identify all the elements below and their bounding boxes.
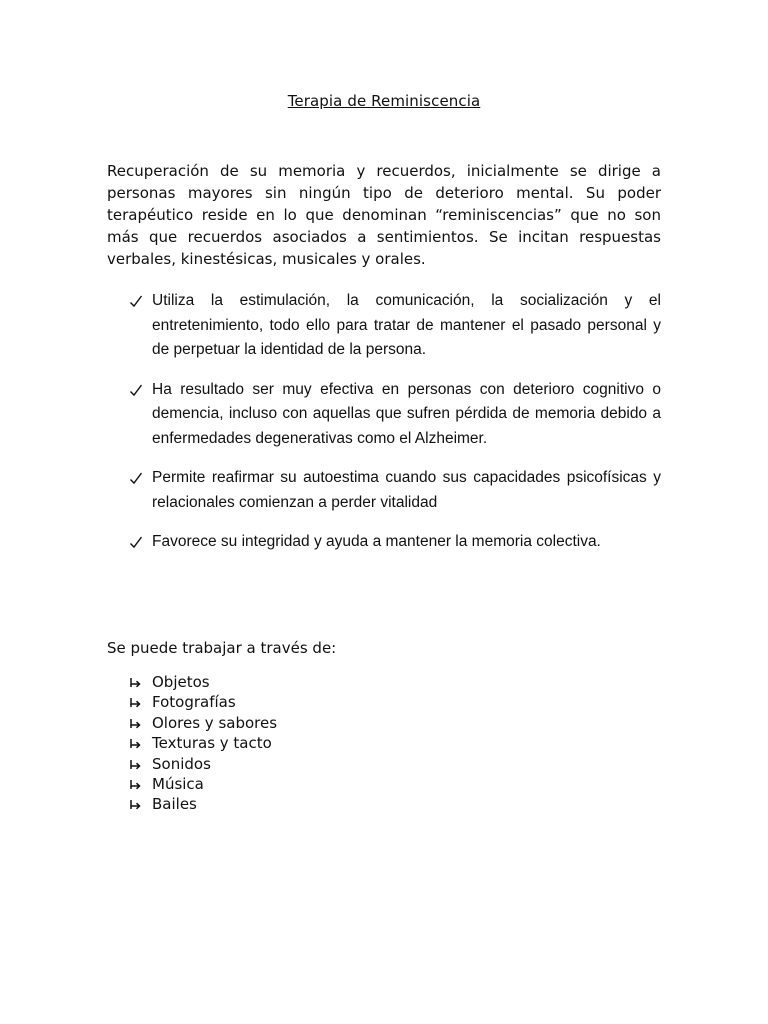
method-text: Sonidos: [152, 754, 211, 773]
check-icon: [129, 378, 143, 402]
method-text: Bailes: [152, 795, 197, 814]
benefits-list: [107, 289, 661, 570]
method-text: Objetos: [152, 673, 210, 691]
benefit-text: Permite reafirmar su autoestima cuando sus capacidades psicofísicas y relacionales comienzan a perder vitalidad: [152, 469, 661, 511]
arrow-down-right-icon: [128, 778, 142, 792]
benefit-item: [107, 289, 661, 363]
method-item: [128, 672, 277, 692]
method-item: [128, 794, 277, 814]
method-item: [128, 774, 277, 794]
check-icon: [129, 530, 143, 554]
arrow-down-right-icon: [128, 676, 142, 690]
methods-list: [128, 672, 277, 815]
arrow-down-right-icon: [128, 717, 142, 731]
arrow-down-right-icon: [128, 798, 142, 812]
method-item: [128, 754, 277, 774]
benefit-item: [107, 530, 661, 555]
arrow-down-right-icon: [128, 696, 142, 710]
method-text: Olores y sabores: [152, 713, 278, 732]
benefit-text: Ha resultado ser muy efectiva en personas con deterioro cognitivo o demencia, incluso con aquellas que sufren pérdida de memoria debido a enfermedades degenerativas como el Alzheimer.: [152, 380, 661, 447]
check-icon: [129, 466, 143, 490]
method-text: Música: [152, 775, 204, 794]
benefit-text: Favorece su integridad y ayuda a mantener la memoria colectiva.: [152, 533, 601, 550]
arrow-down-right-icon: [128, 758, 142, 772]
method-item: [128, 733, 277, 753]
methods-heading: Se puede trabajar a través de:: [107, 639, 337, 657]
check-icon: [129, 289, 143, 313]
method-item: [128, 713, 277, 733]
intro-paragraph: Recuperación de su memoria y recuerdos, inicialmente se dirige a personas mayores sin ningún tipo de deterioro mental. Su poder terapéutico reside en lo que denominan “reminiscencias” que no son más que recuerdos asociados a sentimientos. Se incitan respuestas verbales, kinestésicas, musicales y orales.: [107, 162, 661, 268]
method-item: [128, 692, 277, 712]
method-text: Texturas y tacto: [152, 734, 272, 753]
benefit-text: Utiliza la estimulación, la comunicación, la socialización y el entretenimiento, todo ello para tratar de mantener el pasado personal y de perpetuar la identidad de la persona.: [152, 292, 661, 358]
document-title: Terapia de Reminiscencia: [287, 92, 481, 110]
benefit-item: [107, 466, 661, 515]
method-text: Fotografías: [152, 693, 236, 712]
benefit-item: [107, 378, 661, 452]
arrow-down-right-icon: [128, 737, 142, 751]
